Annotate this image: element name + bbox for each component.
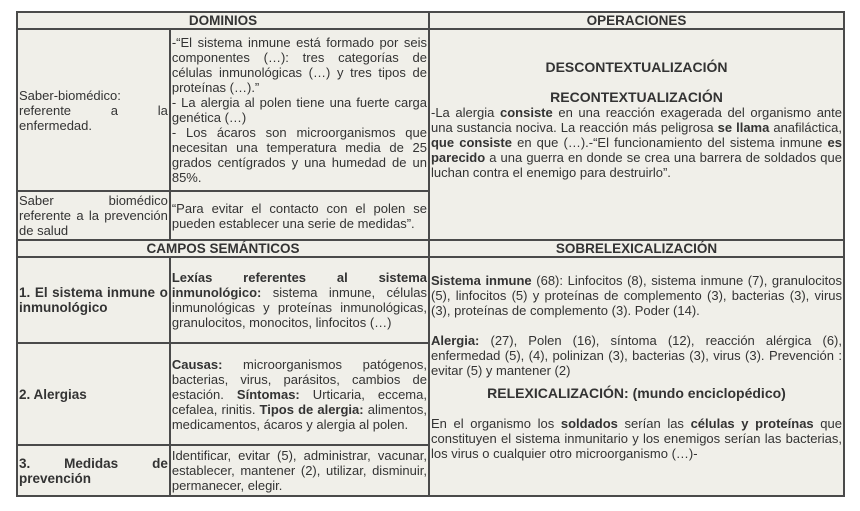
operaciones-cell [429, 29, 844, 240]
campo-text-sistema-inmune: Lexías referentes al sistema inmunológico: sistema inmune, células inmunológicas y proteínas inmunológicas, granulocitos, monocitos, linfocitos (…) [170, 257, 429, 343]
relexicalizacion-title: RELEXICALIZACIÓN: (mundo enciclopédico) [487, 385, 786, 401]
sobrelex-sistema-inmune: Sistema inmune (68): Linfocitos (8), sistema inmune (7), granulocitos (5), linfocitos (5) y proteínas de complemento (3), bacterias (3), virus (3), proteínas de complemento (3). Poder (14). [430, 273, 842, 318]
sobrelexicalizacion-cell [429, 257, 844, 496]
dominio-label-prevencion: Saber biomédico referente a la prevención de salud [19, 193, 168, 238]
recontextualizacion-text: -La alergia consiste en una reacción exagerada del organismo ante una sustancia nociva. La reacción más peligrosa se llama anafiláctica, que consiste en que (…).-“El funcionamiento del sistema inmune es parecido a una guerra en donde se crea una barrera de soldados que luchan contra el enemigo para destruirlo”. [430, 105, 842, 180]
campo-label-medidas: 3. Medidas de prevención [17, 445, 170, 496]
dominio-quote-prevencion: “Para evitar el contacto con el polen se pueden establecer una serie de medidas”. [170, 191, 429, 240]
analysis-table [16, 11, 845, 497]
dominio-label-enfermedad: Saber-biomédico: referente a la enfermedad. [17, 29, 170, 191]
relexicalizacion-text: En el organismo los soldados serían las células y proteínas que constituyen el sistema inmunitario y los enemigos serían las bacterias, los virus o cualquier otro microorganismo (…)- [430, 416, 842, 461]
quote-alergia-polen: - La alergia al polen tiene una fuerte carga genética (…) [171, 95, 427, 125]
header-operaciones: OPERACIONES [429, 12, 844, 29]
quote-sistema-inmune: -“El sistema inmune está formado por seis componentes (…): tres categorías de células inmunológicas (…) y tres tipos de proteínas (…).” [171, 35, 427, 95]
campo-text-medidas: Identificar, evitar (5), administrar, vacunar, establecer, mantener (2), utilizar, disminuir, permanecer, elegir. [170, 445, 429, 496]
campo-text-alergias: Causas: microorganismos patógenos, bacterias, virus, parásitos, cambios de estación. Síntomas: Urticaria, eccema, cefalea, rinitis. Tipos de alergia: alimentos, medicamentos, ácaros y alergia al polen. [170, 343, 429, 445]
campo-label-sistema-inmune: 1. El sistema inmune o inmunológico [17, 257, 170, 343]
quote-acaros: - Los ácaros son microorganismos que necesitan una temperatura media de 25 grados centígrados y una humedad de un 85%. [171, 125, 427, 185]
sobrelex-alergia: Alergia: (27), Polen (16), síntoma (12), reacción alérgica (6), enfermedad (5), (4), polinizan (3), bacterias (3), virus (3). Prevención : evitar (5) y mantener (2) [430, 333, 842, 378]
recontextualizacion-title: RECONTEXTUALIZACIÓN [550, 89, 723, 105]
header-sobrelexicalizacion: SOBRELEXICALIZACIÓN [429, 240, 844, 257]
header-campos-semanticos: CAMPOS SEMÁNTICOS [17, 240, 429, 257]
dominio-quotes-enfermedad [170, 29, 429, 191]
header-dominios: DOMINIOS [17, 12, 429, 29]
campo-label-alergias: 2. Alergias [17, 343, 170, 445]
descontextualizacion-title: DESCONTEXTUALIZACIÓN [545, 59, 728, 75]
